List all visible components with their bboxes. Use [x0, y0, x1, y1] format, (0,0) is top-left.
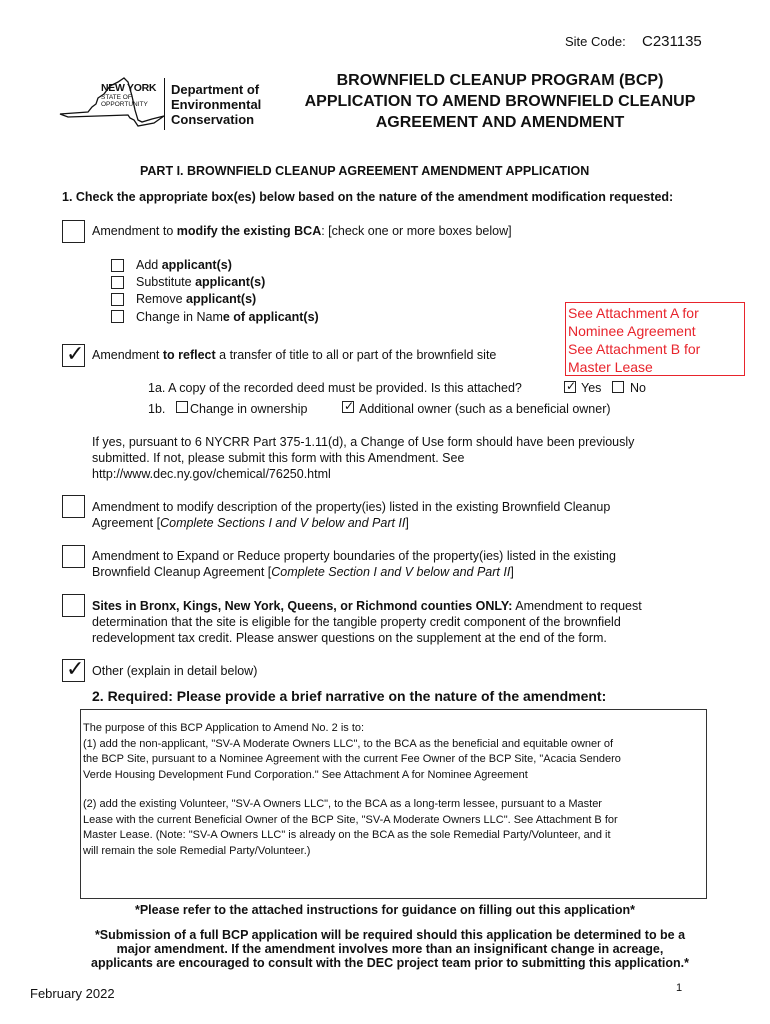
remove-applicant-label-bold: applicant(s): [186, 292, 257, 306]
change-of-use-link[interactable]: http://www.dec.ny.gov/chemical/76250.html: [92, 467, 331, 481]
amend-description-label: [92, 499, 610, 531]
q1a-no-checkbox[interactable]: [612, 381, 624, 393]
amend-description-line2-pre: Agreement [: [92, 516, 161, 530]
change-of-use-line2: submitted. If not, please submit this form with this Amendment. See: [92, 451, 465, 465]
q1a-yes-checkmark-icon: ✓: [566, 379, 577, 393]
additional-owner-checkbox[interactable]: [342, 401, 354, 413]
submission-note-line1: *Submission of a full BCP application will be required should this application be determined to be a: [94, 928, 686, 942]
change-of-use-note: [92, 434, 634, 482]
annotation-line2: Nominee Agreement: [568, 323, 696, 339]
submission-note-line3: applicants are encouraged to consult with the DEC project team prior to submitting this application.*: [91, 956, 689, 970]
document-title: [270, 70, 730, 133]
amend-expand-line2-ital: Complete Section I and V below and Part II: [271, 565, 511, 579]
q1-heading: 1. Check the appropriate box(es) below based on the nature of the amendment modification requested:: [62, 190, 674, 204]
logo-ny-line2: STATE OF: [101, 94, 132, 101]
logo-dept-line2: Environmental: [171, 97, 262, 112]
amend-transfer-label-pre: Amendment: [92, 348, 163, 362]
amend-modify-checkbox[interactable]: [62, 220, 85, 243]
q1a-text: 1a. A copy of the recorded deed must be provided. Is this attached?: [148, 381, 522, 395]
narrative-p2-line2: Lease with the current Beneficial Owner of the BCP Site, "SV-A Moderate Owners LLC". See Attachment B for: [83, 813, 618, 826]
narrative-p1-line1: The purpose of this BCP Application to Amend No. 2 is to:: [83, 722, 365, 734]
add-applicant-checkbox[interactable]: [111, 259, 124, 272]
remove-applicant-label-pre: Remove: [136, 292, 187, 306]
title-line2: APPLICATION TO AMEND BROWNFIELD CLEANUP: [304, 93, 696, 110]
logo-divider: [164, 78, 165, 130]
amend-expand-line2: [92, 564, 616, 580]
remove-applicant-label: [136, 292, 256, 306]
amend-description-checkbox[interactable]: [62, 495, 85, 518]
logo-ny-line1: NEW YORK: [101, 82, 157, 94]
narrative-p2-line4: will remain the sole Remedial Party/Volunteer.): [83, 844, 311, 857]
remove-applicant-checkbox[interactable]: [111, 293, 124, 306]
amend-transfer-checkbox[interactable]: [62, 344, 85, 367]
attachment-annotation-box: [565, 302, 745, 376]
q1a-no-label: No: [630, 381, 646, 395]
substitute-applicant-checkbox[interactable]: [111, 276, 124, 289]
tangible-credit-line1-post: Amendment to request: [512, 599, 642, 613]
amend-expand-line2-pre: Brownfield Cleanup Agreement [: [92, 565, 272, 579]
amend-description-line2-ital: Complete Sections I and V below and Part II: [160, 516, 406, 530]
amend-modify-label: [92, 224, 512, 238]
title-line3: AGREEMENT AND AMENDMENT: [375, 114, 625, 131]
amend-expand-checkbox[interactable]: [62, 545, 85, 568]
tangible-credit-line3: redevelopment tax credit. Please answer questions on the supplement at the end of the form.: [92, 631, 607, 645]
title-line1: BROWNFIELD CLEANUP PROGRAM (BCP): [336, 72, 664, 89]
amend-description-line2: [92, 515, 610, 531]
additional-owner-label: Additional owner (such as a beneficial owner): [359, 402, 611, 416]
amend-expand-line1: Amendment to Expand or Reduce property boundaries of the property(ies) listed in the existing: [92, 549, 616, 563]
logo-ny-line3: OPPORTUNITY: [101, 101, 148, 108]
site-code-label: Site Code:: [565, 34, 626, 49]
page-number: 1: [676, 982, 683, 994]
part-heading: PART I. BROWNFIELD CLEANUP AGREEMENT AMENDMENT APPLICATION: [140, 164, 590, 178]
change-of-use-line1: If yes, pursuant to 6 NYCRR Part 375-1.11(d), a Change of Use form should have been previously: [92, 435, 635, 449]
substitute-applicant-label: [136, 275, 265, 289]
annotation-line4: Master Lease: [568, 359, 653, 375]
q1a-yes-label: Yes: [581, 381, 602, 395]
add-applicant-label: [136, 258, 232, 272]
amend-description-line2-post: ]: [405, 516, 409, 530]
change-name-applicant-label-pre: Change in Nam: [136, 310, 223, 324]
narrative-p1-line4: Verde Housing Development Fund Corporation." See Attachment A for Nominee Agreement: [83, 768, 528, 781]
tangible-credit-line2: determination that the site is eligible for the tangible property credit component of the brownfield: [92, 615, 621, 629]
narrative-p1-line2: (1) add the non-applicant, "SV-A Moderate Owners LLC", to the BCA as the beneficial and equitable owner of: [83, 737, 614, 750]
amend-expand-line2-post: ]: [510, 565, 514, 579]
nys-dec-logo: [58, 74, 268, 134]
other-checkbox[interactable]: [62, 659, 85, 682]
amend-transfer-label-post: a transfer of title to all or part of the brownfield site: [215, 348, 497, 362]
amend-transfer-checkmark-icon: ✓: [66, 342, 85, 367]
amend-transfer-label-bold: to reflect: [162, 348, 216, 362]
amend-modify-label-bold: modify the existing BCA: [176, 224, 322, 238]
amend-modify-label-post: : [check one or more boxes below]: [321, 224, 512, 238]
annotation-line3: See Attachment B for: [568, 341, 701, 357]
other-label: Other (explain in detail below): [92, 664, 258, 678]
annotation-line1: See Attachment A for: [568, 305, 699, 321]
change-ownership-label: Change in ownership: [190, 402, 308, 416]
change-name-applicant-label: [136, 310, 319, 324]
narrative-p2-line1: (2) add the existing Volunteer, "SV-A Owners LLC", to the BCA as a long-term lessee, pursuant to a Master: [83, 798, 602, 810]
add-applicant-label-bold: applicant(s): [161, 258, 232, 272]
tangible-credit-label: [92, 598, 642, 646]
narrative-paragraph-2: [83, 797, 704, 859]
logo-dept-line1: Department of: [171, 82, 260, 97]
q1b-label: 1b.: [148, 402, 166, 416]
submission-note-line2: major amendment. If the amendment involves more than an insignificant change in acreage,: [116, 942, 664, 956]
tangible-credit-checkbox[interactable]: [62, 594, 85, 617]
site-code-value: C231135: [642, 33, 702, 50]
submission-note: [40, 928, 740, 970]
footer-date: February 2022: [30, 986, 115, 1001]
instructions-note: *Please refer to the attached instructions for guidance on filling out this application*: [134, 903, 636, 917]
change-name-applicant-checkbox[interactable]: [111, 310, 124, 323]
tangible-credit-line1-bold: Sites in Bronx, Kings, New York, Queens, or Richmond counties ONLY:: [92, 599, 513, 613]
amend-transfer-label: [92, 348, 496, 362]
tangible-credit-line1: [92, 598, 642, 614]
change-ownership-checkbox[interactable]: [176, 401, 188, 413]
other-checkmark-icon: ✓: [66, 657, 85, 682]
amend-modify-label-pre: Amendment to: [92, 224, 177, 238]
logo-dept-line3: Conservation: [171, 112, 255, 127]
substitute-applicant-label-pre: Substitute: [136, 275, 196, 289]
q1a-yes-checkbox[interactable]: [564, 381, 576, 393]
change-name-applicant-label-bold: e of applicant(s): [222, 310, 319, 324]
amend-expand-label: [92, 548, 616, 580]
q2-heading: 2. Required: Please provide a brief narrative on the nature of the amendment:: [92, 688, 607, 704]
substitute-applicant-label-bold: applicant(s): [195, 275, 266, 289]
additional-owner-checkmark-icon: ✓: [344, 399, 355, 413]
amend-description-line1: Amendment to modify description of the property(ies) listed in the existing Brownfield Cleanup: [92, 500, 611, 514]
narrative-paragraph-1: [83, 721, 704, 783]
narrative-p1-line3: the BCP Site, pursuant to a Nominee Agreement with the current Fee Owner of the BCP Site, "Acacia Sendero: [83, 753, 621, 765]
narrative-textarea[interactable]: [80, 709, 707, 899]
narrative-p2-line3: Master Lease. (Note: "SV-A Owners LLC" is already on the BCA as the sole Remedial Party/Volunteer, and it: [83, 829, 611, 841]
add-applicant-label-pre: Add: [136, 258, 162, 272]
